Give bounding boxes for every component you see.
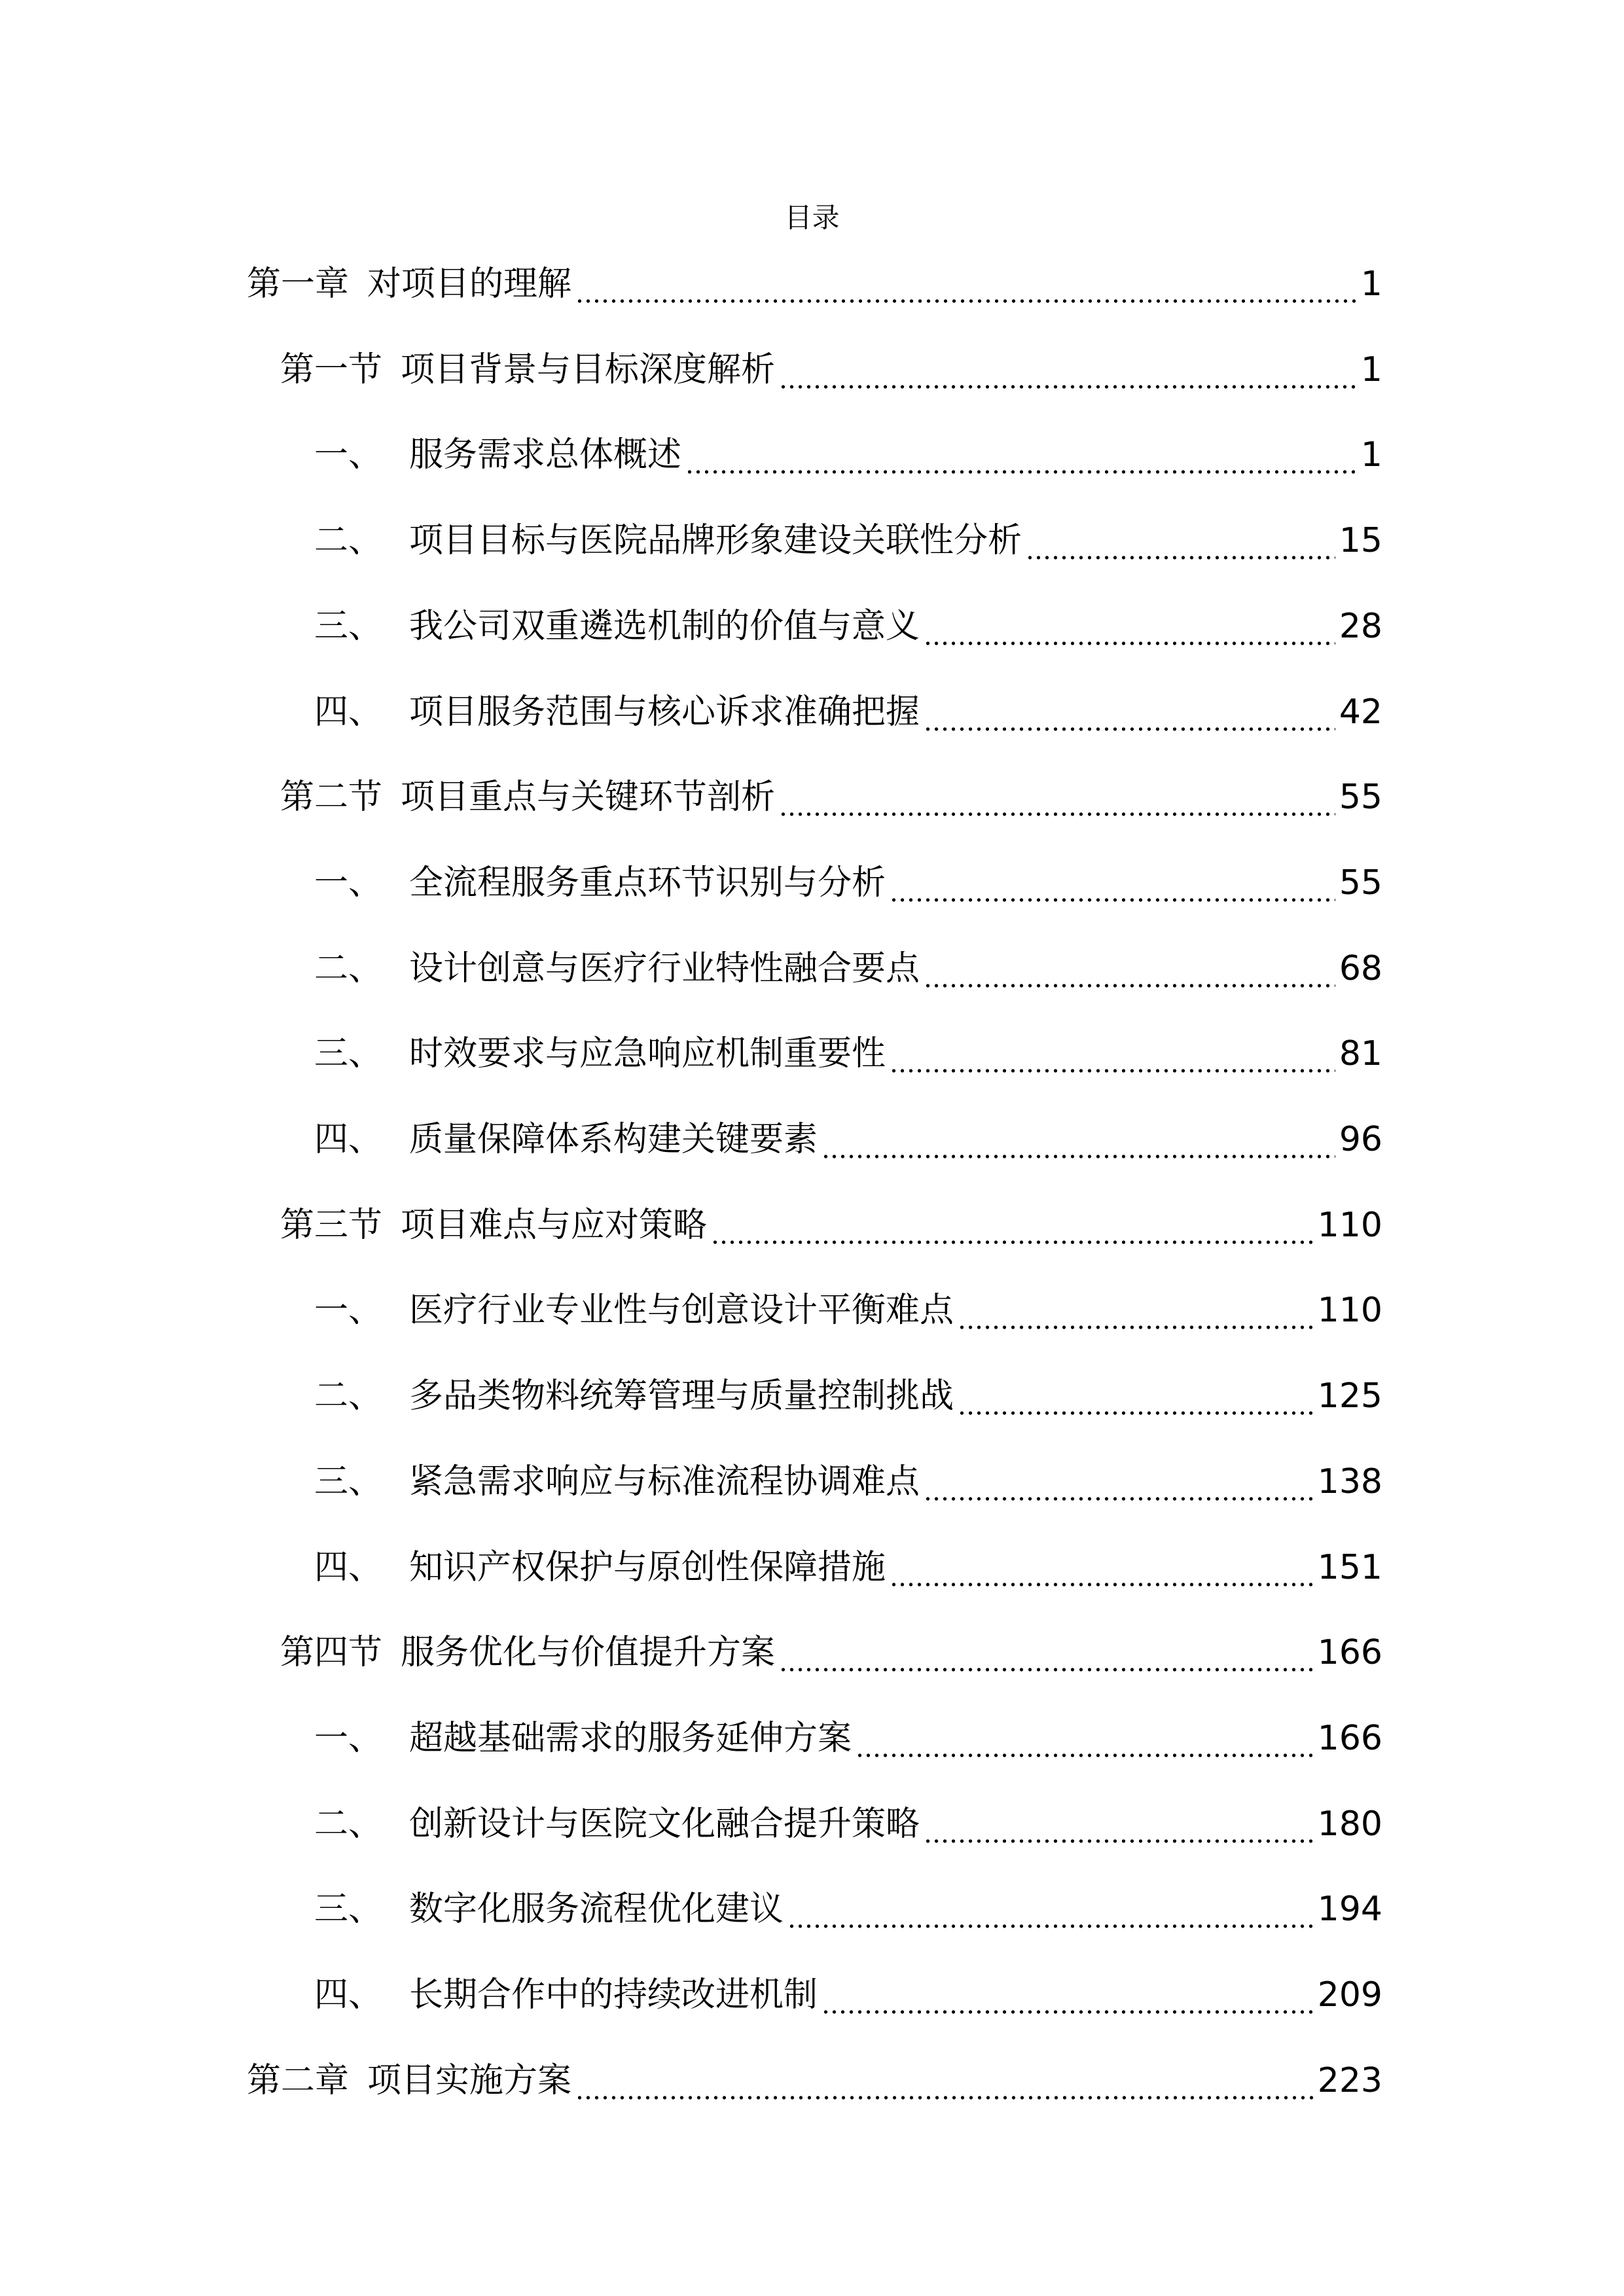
toc-entry-number: 一、 (314, 863, 383, 903)
dot-leader (1026, 514, 1335, 567)
dot-leader (890, 1541, 1314, 1594)
dot-leader (711, 1199, 1314, 1251)
toc-item-entry[interactable] (314, 1456, 1382, 1508)
dot-leader (575, 258, 1357, 310)
toc-entry-number: 第二章 (247, 2060, 350, 2100)
toc-item-entry[interactable] (314, 514, 1382, 567)
toc-page-number: 110 (1317, 1205, 1382, 1245)
toc-page-number: 15 (1339, 521, 1382, 561)
toc-item-entry[interactable] (314, 686, 1382, 738)
toc-entry-title: 全流程服务重点环节识别与分析 (409, 863, 886, 903)
dot-leader (890, 1028, 1335, 1080)
toc-page-number: 1 (1360, 264, 1382, 304)
toc-page-number: 81 (1339, 1034, 1382, 1074)
toc-entry-number: 二、 (314, 948, 383, 988)
toc-page-number: 28 (1339, 606, 1382, 646)
toc-page-number: 138 (1317, 1462, 1382, 1501)
dot-leader (958, 1370, 1314, 1422)
toc-item-entry[interactable] (314, 1969, 1382, 2021)
toc-entry-number: 第三节 (280, 1205, 383, 1245)
toc-entry-title: 项目难点与应对策略 (401, 1205, 708, 1245)
toc-section-entry[interactable] (280, 771, 1382, 823)
toc-page-number: 42 (1339, 692, 1382, 732)
toc-entry-title: 设计创意与医疗行业特性融合要点 (409, 948, 920, 988)
toc-page-number: 68 (1339, 948, 1382, 988)
toc-item-entry[interactable] (314, 1370, 1382, 1422)
toc-entry-title: 我公司双重遴选机制的价值与意义 (409, 606, 920, 646)
toc-page-number: 151 (1317, 1547, 1382, 1587)
toc-entry-title: 服务需求总体概述 (409, 435, 682, 475)
dot-leader (924, 942, 1335, 995)
dot-leader (821, 1969, 1314, 2021)
dot-leader (787, 1883, 1314, 1935)
dot-leader (890, 857, 1335, 909)
dot-leader (821, 1113, 1335, 1166)
toc-item-entry[interactable] (314, 1883, 1382, 1935)
toc-chapter-entry[interactable] (247, 258, 1382, 310)
toc-entry-number: 第一章 (247, 264, 350, 304)
toc-item-entry[interactable] (314, 429, 1382, 481)
toc-item-entry[interactable] (314, 1284, 1382, 1336)
dot-leader (575, 2054, 1314, 2107)
toc-page-number: 96 (1339, 1120, 1382, 1159)
toc-page-number: 166 (1317, 1633, 1382, 1673)
toc-entry-number: 四、 (314, 692, 383, 732)
toc-entry-number: 四、 (314, 1975, 383, 2015)
toc-entry-number: 一、 (314, 435, 383, 475)
toc-entry-title: 超越基础需求的服务延伸方案 (409, 1718, 852, 1758)
dot-leader (779, 1626, 1314, 1679)
toc-page-number: 55 (1339, 778, 1382, 817)
toc-entry-title: 时效要求与应急响应机制重要性 (409, 1034, 886, 1074)
toc-page-number: 166 (1317, 1718, 1382, 1758)
toc-page-number: 125 (1317, 1376, 1382, 1416)
toc-page-number: 1 (1360, 350, 1382, 389)
toc-section-entry[interactable] (280, 1626, 1382, 1679)
toc-entry-title: 创新设计与医院文化融合提升策略 (409, 1804, 920, 1844)
dot-leader (924, 1456, 1314, 1508)
toc-entry-title: 多品类物料统筹管理与质量控制挑战 (409, 1376, 954, 1416)
toc-entry-number: 三、 (314, 1462, 383, 1501)
dot-leader (924, 1798, 1314, 1850)
toc-entry-number: 一、 (314, 1718, 383, 1758)
toc-entry-title: 对项目的理解 (367, 264, 572, 304)
toc-item-entry[interactable] (314, 1028, 1382, 1080)
toc-page-number: 180 (1317, 1804, 1382, 1844)
toc-page-number: 110 (1317, 1291, 1382, 1331)
dot-leader (924, 600, 1335, 653)
toc-entry-title: 医疗行业专业性与创意设计平衡难点 (409, 1291, 954, 1331)
toc-page-number: 1 (1360, 435, 1382, 475)
toc-item-entry[interactable] (314, 600, 1382, 653)
toc-entry-number: 第四节 (280, 1633, 383, 1673)
toc-entry-title: 项目背景与目标深度解析 (401, 350, 776, 389)
toc-title: 目录 (784, 202, 840, 234)
toc-entry-title: 长期合作中的持续改进机制 (409, 1975, 818, 2015)
toc-entry-number: 一、 (314, 1291, 383, 1331)
dot-leader (779, 344, 1357, 396)
toc-item-entry[interactable] (314, 1712, 1382, 1765)
toc-entry-number: 四、 (314, 1547, 383, 1587)
toc-item-entry[interactable] (314, 1798, 1382, 1850)
dot-leader (924, 686, 1335, 738)
dot-leader (779, 771, 1335, 823)
toc-chapter-entry[interactable] (247, 2054, 1382, 2107)
toc-entry-title: 项目重点与关键环节剖析 (401, 778, 776, 817)
toc-entry-title: 项目服务范围与核心诉求准确把握 (409, 692, 920, 732)
toc-entry-title: 紧急需求响应与标准流程协调难点 (409, 1462, 920, 1501)
toc-entry-number: 第二节 (280, 778, 383, 817)
toc-page-number: 209 (1317, 1975, 1382, 2015)
dot-leader (958, 1284, 1314, 1336)
toc-entry-number: 三、 (314, 606, 383, 646)
toc-entry-number: 三、 (314, 1034, 383, 1074)
toc-entry-number: 二、 (314, 1376, 383, 1416)
toc-entry-title: 质量保障体系构建关键要素 (409, 1120, 818, 1159)
toc-entry-number: 二、 (314, 521, 383, 561)
toc-section-entry[interactable] (280, 1199, 1382, 1251)
toc-entry-title: 知识产权保护与原创性保障措施 (409, 1547, 886, 1587)
toc-page-number: 223 (1317, 2060, 1382, 2100)
toc-entry-number: 四、 (314, 1120, 383, 1159)
toc-item-entry[interactable] (314, 1541, 1382, 1594)
toc-page-number: 55 (1339, 863, 1382, 903)
toc-page-number: 194 (1317, 1890, 1382, 1929)
toc-entry-title: 项目目标与医院品牌形象建设关联性分析 (409, 521, 1022, 561)
dot-leader (856, 1712, 1314, 1765)
toc-item-entry[interactable] (314, 1113, 1382, 1166)
toc-entry-number: 二、 (314, 1804, 383, 1844)
toc-entry-number: 三、 (314, 1890, 383, 1929)
toc-entry-title: 服务优化与价值提升方案 (401, 1633, 776, 1673)
dot-leader (685, 429, 1357, 481)
toc-entry-number: 第一节 (280, 350, 383, 389)
toc-entry-title: 项目实施方案 (367, 2060, 572, 2100)
toc-section-entry[interactable] (280, 344, 1382, 396)
toc-entry-title: 数字化服务流程优化建议 (409, 1890, 784, 1929)
toc-item-entry[interactable] (314, 942, 1382, 995)
toc-item-entry[interactable] (314, 857, 1382, 909)
